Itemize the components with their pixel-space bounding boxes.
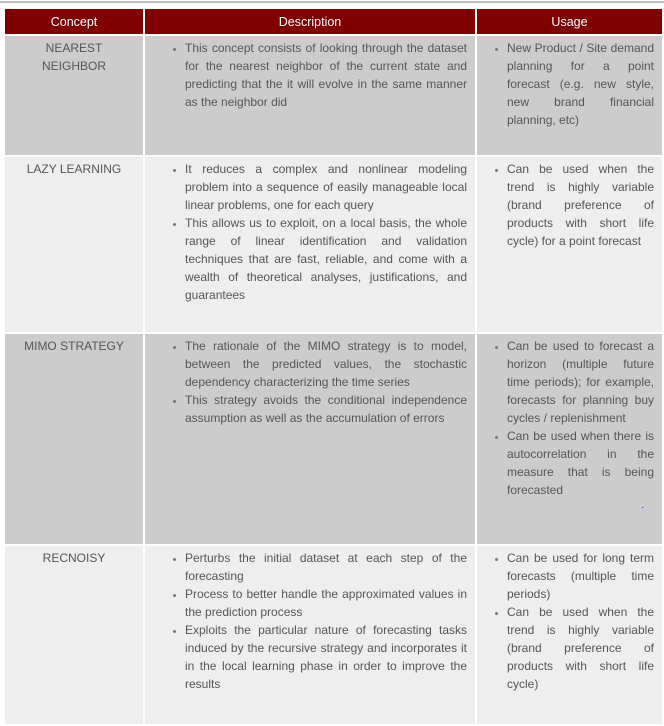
- list-item: • Process to better handle the approximated values in the prediction process: [185, 585, 467, 621]
- usage-cell: [476, 545, 663, 725]
- list-item: • Can be used to forecast a horizon (multiple future time periods); for example, forecasts for planning buy cycles / replenishment: [507, 337, 654, 427]
- concept-cell: NEAREST NEIGHBOR: [4, 35, 144, 156]
- description-cell: [144, 156, 476, 333]
- list-item: • New Product / Site demand planning for a point forecast (e.g. new style, new brand financial planning, etc): [507, 39, 654, 129]
- description-cell: [144, 545, 476, 725]
- concept-cell: RECNOISY: [4, 545, 144, 725]
- concepts-table: [3, 7, 664, 726]
- list-item: • The rationale of the MIMO strategy is to model, between the predicted values, the stochastic dependency characterizing the time series: [185, 337, 467, 391]
- list-item: • This allows us to exploit, on a local basis, the whole range of linear identification and validation techniques that are fast, reliable, and come with a wealth of theoretical analyses, justifications, and guarantees: [185, 214, 467, 304]
- table-row: [4, 333, 663, 545]
- description-cell: [144, 35, 476, 156]
- list-item: • Can be used when the trend is highly variable (brand preference of products with short life cycle): [507, 603, 654, 693]
- table-row: [4, 35, 663, 156]
- usage-cell: [476, 156, 663, 333]
- header-description: Description: [144, 8, 476, 35]
- list-item: • Can be used for long term forecasts (multiple time periods): [507, 549, 654, 603]
- usage-cell: [476, 333, 663, 545]
- top-divider: [0, 1, 664, 3]
- header-row: [4, 8, 663, 35]
- list-item: • Exploits the particular nature of forecasting tasks induced by the recursive strategy and incorporates it in the local learning phase in order to improve the results: [185, 621, 467, 693]
- description-cell: [144, 333, 476, 545]
- list-item: • Can be used when the trend is highly variable (brand preference of products with short life cycle) for a point forecast: [507, 160, 654, 250]
- header-concept: Concept: [4, 8, 144, 35]
- list-item: • Can be used when there is autocorrelation in the measure that is being forecasted: [507, 427, 654, 499]
- stray-mark: .: [641, 500, 644, 510]
- usage-cell: [476, 35, 663, 156]
- concept-cell: MIMO STRATEGY: [4, 333, 144, 545]
- list-item: • This concept consists of looking through the dataset for the nearest neighbor of the current state and predicting that the it will evolve in the same manner as the neighbor did: [185, 39, 467, 111]
- concept-cell: LAZY LEARNING: [4, 156, 144, 333]
- list-item: • It reduces a complex and nonlinear modeling problem into a sequence of easily manageable local linear problems, one for each query: [185, 160, 467, 214]
- header-usage: Usage: [476, 8, 663, 35]
- list-item: • This strategy avoids the conditional independence assumption as well as the accumulation of errors: [185, 391, 467, 427]
- table-row: [4, 545, 663, 725]
- table-row: [4, 156, 663, 333]
- list-item: • Perturbs the initial dataset at each step of the forecasting: [185, 549, 467, 585]
